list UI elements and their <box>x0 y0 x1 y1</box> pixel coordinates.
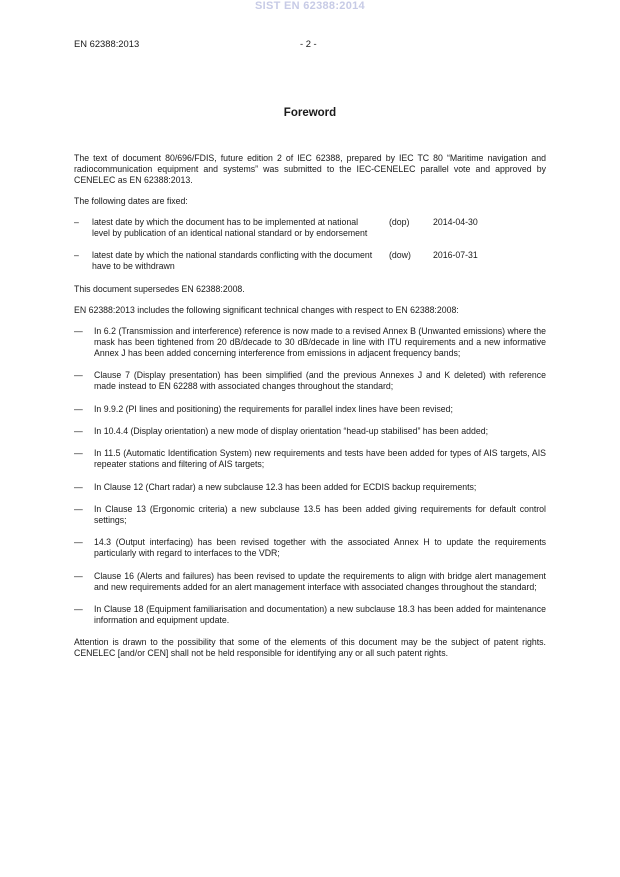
date-abbreviation: (dop) <box>389 216 410 227</box>
change-text: In Clause 12 (Chart radar) a new subclause 12.3 has been added for ECDIS backup requirements; <box>94 481 477 492</box>
dates-list <box>74 217 546 273</box>
change-text: In Clause 13 (Ergonomic criteria) a new subclause 13.5 has been added giving requirements for default control settings; <box>94 504 546 526</box>
date-dash: – <box>74 250 79 261</box>
list-item <box>74 448 546 470</box>
date-value: 2016-07-31 <box>433 250 478 261</box>
list-item <box>74 571 546 593</box>
date-description: latest date by which the document has to be implemented at national level by publication of an identical national standard or by endorsement <box>92 216 368 238</box>
date-row-dop <box>74 217 546 239</box>
supersedes-paragraph: This document supersedes EN 62388:2008. <box>74 284 245 295</box>
bullet-dash: — <box>74 504 83 515</box>
header-standard-number: EN 62388:2013 <box>74 38 140 49</box>
bullet-dash: — <box>74 537 83 548</box>
page-title: Foreword <box>283 107 337 119</box>
list-item <box>74 426 546 437</box>
bullet-dash: — <box>74 481 83 492</box>
bullet-dash: — <box>74 326 83 337</box>
change-text: Clause 7 (Display presentation) has been simplified (and the previous Annexes J and K deleted) with reference made instead to EN 62288 with associated changes throughout the standard; <box>94 370 546 392</box>
date-value: 2014-04-30 <box>433 216 478 227</box>
change-text: 14.3 (Output interfacing) has been revised together with the associated Annex H to update the requirements particularly with regard to interfaces to the VDR; <box>94 537 546 559</box>
change-text: In Clause 18 (Equipment familiarisation and documentation) a new subclause 18.3 has been added for maintenance information and equipment update. <box>94 604 546 625</box>
header-page-number: - 2 - <box>300 38 317 49</box>
intro-paragraph: The text of document 80/696/FDIS, future edition 2 of IEC 62388, prepared by IEC TC 80 “Maritime navigation and radiocommunication equipment and systems” was submitted to the IEC-CENELEC parallel vote and approved by CENELEC as EN 62388:2013. <box>74 153 546 185</box>
change-text: Clause 16 (Alerts and failures) has been revised to update the requirements to align with bridge alert management and new requirements added for an alert management interface with associated changes throughout the standard; <box>94 570 546 592</box>
bullet-dash: — <box>74 604 83 615</box>
list-item <box>74 604 546 626</box>
changes-list <box>74 326 546 626</box>
watermark: SIST EN 62388:2014 <box>255 0 365 12</box>
date-dash: – <box>74 216 79 227</box>
list-item <box>74 537 546 559</box>
changes-intro: EN 62388:2013 includes the following significant technical changes with respect to EN 62388:2008: <box>74 305 459 316</box>
bullet-dash: — <box>74 570 83 581</box>
bullet-dash: — <box>74 426 83 436</box>
change-text: In 10.4.4 (Display orientation) a new mode of display orientation “head-up stabilised” has been added; <box>94 426 488 436</box>
document-body <box>74 153 546 669</box>
date-abbreviation: (dow) <box>389 250 411 261</box>
list-item <box>74 504 546 526</box>
bullet-dash: — <box>74 448 83 459</box>
change-text: In 9.9.2 (PI lines and positioning) the requirements for parallel index lines have been revised; <box>94 403 453 414</box>
change-text: In 6.2 (Transmission and interference) reference is now made to a revised Annex B (Unwanted emissions) where the mask has been tightened from 20 dB/decade to 30 dB/decade in line with ITU requirements and a new informative Annex J has been added concerning interference from emissions in adjacent frequency bands; <box>94 326 546 358</box>
bullet-dash: — <box>74 403 83 414</box>
list-item <box>74 370 546 392</box>
date-description: latest date by which the national standards conflicting with the document have to be withdrawn <box>92 250 373 272</box>
attention-paragraph: Attention is drawn to the possibility that some of the elements of this document may be the subject of patent rights. CENELEC [and/or CEN] shall not be held responsible for identifying any or all such patent rights. <box>74 637 546 659</box>
change-text: In 11.5 (Automatic Identification System) new requirements and tests have been added for types of AIS targets, AIS repeater stations and filtering of AIS targets; <box>94 448 546 470</box>
date-row-dow <box>74 250 546 272</box>
list-item <box>74 482 546 493</box>
list-item <box>74 404 546 415</box>
page-header <box>74 38 546 52</box>
list-item <box>74 326 546 359</box>
dates-intro: The following dates are fixed: <box>74 195 188 206</box>
bullet-dash: — <box>74 370 83 381</box>
